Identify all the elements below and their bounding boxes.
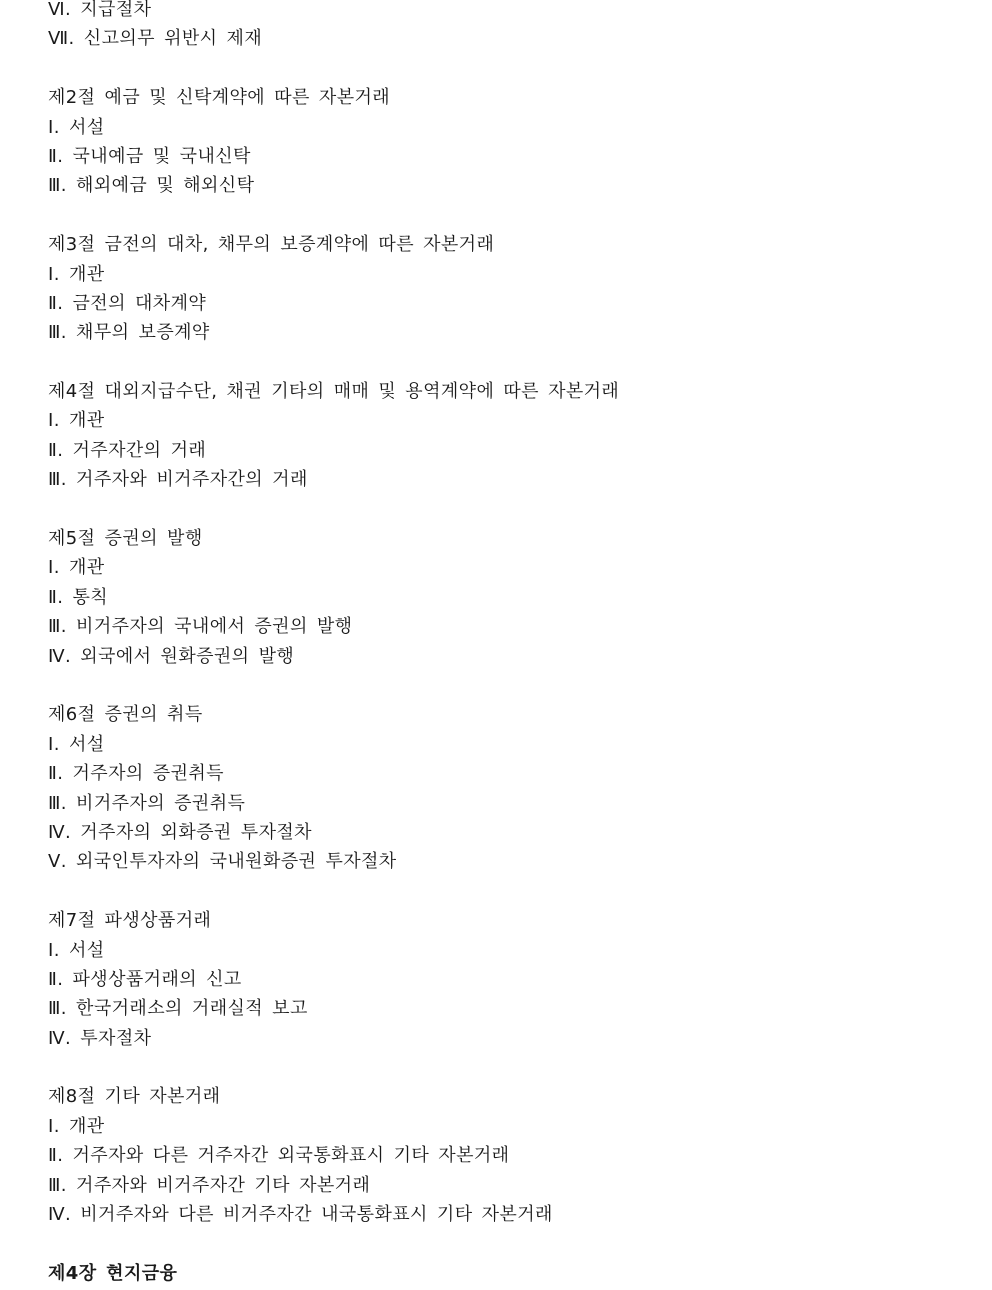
toc-item: Ⅳ. 거주자의 외화증권 투자절차 xyxy=(48,821,312,843)
toc-item: Ⅳ. 투자절차 xyxy=(48,1027,152,1049)
section-heading: 제6절 증권의 취득 xyxy=(48,704,203,726)
toc-item: Ⅰ. 개관 xyxy=(48,557,105,579)
chapter-heading: 제4장 현지금융 xyxy=(48,1262,178,1284)
toc-item: Ⅱ. 파생상품거래의 신고 xyxy=(48,968,242,990)
section-heading: 제8절 기타 자본거래 xyxy=(48,1086,221,1108)
toc-item: Ⅲ. 비거주자의 증권취득 xyxy=(48,792,246,814)
spacer xyxy=(48,495,968,524)
toc-item: Ⅴ. 외국인투자자의 국내원화증권 투자절차 xyxy=(48,851,397,873)
toc-item: Ⅱ. 거주자의 증권취득 xyxy=(48,763,224,785)
spacer xyxy=(48,201,968,230)
toc-item: Ⅲ. 해외예금 및 해외신탁 xyxy=(48,175,255,197)
toc-item: Ⅱ. 거주자와 다른 거주자간 외국통화표시 기타 자본거래 xyxy=(48,1145,510,1167)
section-heading: 제3절 금전의 대차, 채무의 보증계약에 따른 자본거래 xyxy=(48,234,495,256)
table-of-contents xyxy=(48,0,968,1288)
toc-item: Ⅱ. 거주자간의 거래 xyxy=(48,439,207,461)
spacer xyxy=(48,54,968,83)
spacer xyxy=(48,671,968,700)
toc-item: Ⅲ. 비거주자의 국내에서 증권의 발행 xyxy=(48,616,353,638)
toc-item: Ⅲ. 한국거래소의 거래실적 보고 xyxy=(48,998,308,1020)
toc-item: Ⅰ. 개관 xyxy=(48,1115,105,1137)
toc-item: Ⅵ. 지급절차 xyxy=(48,0,152,20)
toc-item: Ⅲ. 거주자와 비거주자간 기타 자본거래 xyxy=(48,1174,371,1196)
toc-item: Ⅲ. 거주자와 비거주자간의 거래 xyxy=(48,469,308,491)
spacer xyxy=(48,877,968,906)
toc-item: Ⅰ. 서설 xyxy=(48,939,105,961)
toc-item: Ⅱ. 국내예금 및 국내신탁 xyxy=(48,145,251,167)
section-heading: 제5절 증권의 발행 xyxy=(48,528,203,550)
toc-item: Ⅳ. 외국에서 원화증권의 발행 xyxy=(48,645,295,667)
section-heading: 제2절 예금 및 신탁계약에 따른 자본거래 xyxy=(48,87,391,109)
toc-item: Ⅱ. 통칙 xyxy=(48,586,109,608)
section-heading: 제7절 파생상품거래 xyxy=(48,910,212,932)
toc-item: Ⅳ. 비거주자와 다른 비거주자간 내국통화표시 기타 자본거래 xyxy=(48,1204,553,1226)
spacer xyxy=(48,348,968,377)
toc-item: Ⅲ. 채무의 보증계약 xyxy=(48,322,210,344)
toc-item: Ⅶ. 신고의무 위반시 제재 xyxy=(48,28,263,50)
toc-item: Ⅰ. 서설 xyxy=(48,116,105,138)
toc-item: Ⅰ. 개관 xyxy=(48,410,105,432)
toc-item: Ⅱ. 금전의 대차계약 xyxy=(48,292,207,314)
spacer xyxy=(48,1053,968,1082)
spacer xyxy=(48,1229,968,1258)
toc-item: Ⅰ. 개관 xyxy=(48,263,105,285)
section-heading: 제4절 대외지급수단, 채권 기타의 매매 및 용역계약에 따른 자본거래 xyxy=(48,381,620,403)
toc-item: Ⅰ. 서설 xyxy=(48,733,105,755)
